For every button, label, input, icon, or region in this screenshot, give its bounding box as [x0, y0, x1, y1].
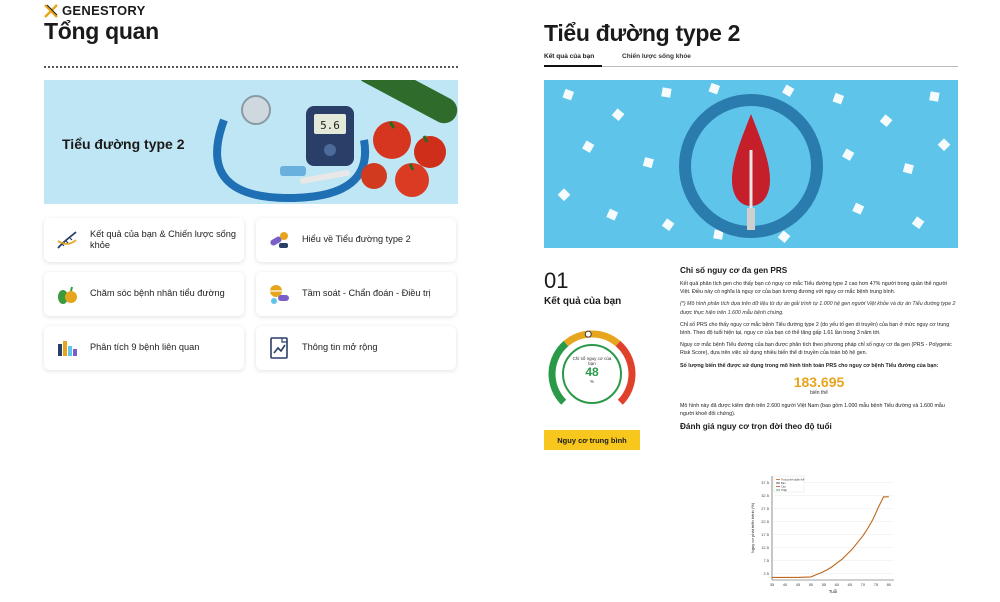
gauge-unit: % [589, 379, 594, 385]
x-tick-label: 75 [873, 582, 879, 587]
x-tick-label: 55 [821, 582, 827, 587]
lifetime-risk-chart [744, 466, 904, 600]
variant-count: 183.695 [793, 373, 845, 390]
y-tick-label: 2.5 [763, 571, 769, 576]
prs-content [680, 266, 958, 431]
paragraph-variant-intro: Số lượng biến thể được sử dụng trong mô hình tính toán PRS cho nguy cơ bệnh Tiểu đường của bạn: [680, 362, 939, 369]
dna-icon [54, 227, 80, 253]
legend-label: Trung bình quần thể [781, 478, 805, 482]
y-tick-label: 37.5 [761, 480, 769, 485]
gauge-marker [585, 331, 591, 337]
medicine-icon [266, 227, 292, 253]
gauge-readout [572, 356, 612, 384]
risk-level-button[interactable]: Nguy cơ trung bình [544, 430, 640, 450]
vegetables-icon [54, 281, 80, 307]
tab-healthy-strategy[interactable]: Chiến lược sống khỏe [622, 53, 691, 60]
tile-label: Thông tin mở rộng [302, 342, 378, 353]
variant-label: biến thể [810, 389, 828, 396]
series-line-0 [772, 497, 889, 578]
hero-banner [44, 80, 458, 204]
page-title: Tổng quan [44, 18, 159, 44]
paragraph-method: Nguy cơ mắc bệnh Tiểu đường của bạn được phân tích theo phương pháp chỉ số nguy cơ đa gen (PRS - Polygenic Risk Score), dựa trên việc sử dụng nhiều biến thể di truyền của toàn bộ hệ gen. [680, 342, 952, 357]
prs-heading: Chỉ số nguy cơ đa gen PRS [680, 266, 788, 275]
gauge-caption: Chỉ số nguy cơ của bạn [572, 356, 612, 366]
tile-screening[interactable] [256, 272, 456, 316]
brand-name: GENESTORY [62, 3, 146, 18]
x-tick-label: 70 [860, 582, 866, 587]
pills-icon [266, 281, 292, 307]
tile-results-strategy[interactable] [44, 218, 244, 262]
tile-understand-diabetes[interactable] [256, 218, 456, 262]
x-tick-label: 60 [834, 582, 840, 587]
detail-panel [544, 0, 958, 602]
legend-label: Cao [781, 485, 786, 489]
y-tick-label: 7.5 [763, 558, 769, 563]
tab-bar [544, 51, 958, 67]
tile-label: Kết quả của bạn & Chiến lược sống khỏe [90, 228, 236, 250]
paragraph-prs: Chỉ số PRS cho thấy nguy cơ mắc bệnh Tiểu đường type 2 (do yếu tố gen di truyền) của bạn ở mức nguy cơ trung bình. Theo độ tuổi hiện tại, nguy cơ của bạn có thể tăng gấp 1.61 lần trong 3 năm tới. [680, 321, 950, 337]
y-tick-label: 12.5 [761, 545, 769, 550]
legend-label: Thấp [781, 489, 787, 492]
tile-patient-care[interactable] [44, 272, 244, 316]
section-number: 01 [544, 268, 569, 293]
genestory-logo-icon [44, 4, 58, 18]
x-tick-label: 35 [769, 582, 775, 587]
y-tick-label: 22.5 [761, 519, 769, 524]
y-tick-label: 32.5 [761, 493, 769, 498]
overview-panel [44, 0, 458, 602]
hero-title: Tiểu đường type 2 [62, 136, 185, 152]
x-tick-label: 45 [795, 582, 801, 587]
detail-title: Tiểu đường type 2 [544, 20, 741, 46]
legend-label: Bạn [781, 482, 786, 485]
bar-chart-icon [54, 335, 80, 361]
document-chart-icon [266, 335, 292, 361]
blood-drop-banner [544, 80, 958, 248]
brand-logo[interactable] [44, 3, 146, 18]
y-axis-label: Nguy cơ phát triển bệnh (%) [750, 502, 755, 554]
validation-note: Mô hình này đã được kiểm định trên 2.600 người Việt Nam (bao gồm 1.000 mẫu bệnh Tiểu đường và 1.600 mẫu người khoẻ đối chứng). [680, 402, 945, 418]
tile-more-info[interactable] [256, 326, 456, 370]
y-tick-label: 27.5 [761, 506, 769, 511]
tab-results[interactable]: Kết quả của bạn [544, 51, 602, 67]
title-divider [44, 66, 458, 68]
gauge-segment-1 [566, 334, 618, 344]
paragraph-model-note: (*) Mô hình phân tích dựa trên dữ liệu từ dự án giải trình tự 1.000 hệ gen người Việt khỏe và dự án Tiểu đường type 2 được thực hiện trên 1.600 mẫu bệnh chứng. [680, 301, 956, 316]
tile-label: Phân tích 9 bệnh liên quan [90, 342, 200, 353]
chart-legend [774, 476, 805, 492]
svg-text:5.6: 5.6 [320, 119, 340, 132]
section-title: Kết quả của bạn [544, 296, 622, 307]
paragraph-result: Kết quả phân tích gen cho thấy bạn có nguy cơ mắc Tiểu đường type 2 cao hơn 47% người trong quần thể người Việt. Điều này có nghĩa là nguy cơ của bạn tương đương với nguy cơ mắc bệnh trung bình. [680, 281, 948, 296]
tile-label: Hiểu về Tiểu đường type 2 [302, 234, 411, 245]
x-tick-label: 80 [886, 582, 892, 587]
gauge-value: 48 [585, 365, 599, 379]
x-axis-label: Tuổi [828, 589, 838, 594]
lifetime-heading: Đánh giá nguy cơ trọn đời theo độ tuổi [680, 422, 832, 432]
x-tick-label: 40 [782, 582, 788, 587]
tile-label: Chăm sóc bệnh nhân tiểu đường [90, 288, 225, 299]
tile-related-diseases[interactable] [44, 326, 244, 370]
tile-label: Tầm soát - Chẩn đoán - Điều trị [302, 288, 431, 299]
blood-drop-illustration [544, 80, 958, 248]
x-tick-label: 50 [808, 582, 814, 587]
y-tick-label: 17.5 [761, 532, 769, 537]
x-tick-label: 65 [847, 582, 853, 587]
